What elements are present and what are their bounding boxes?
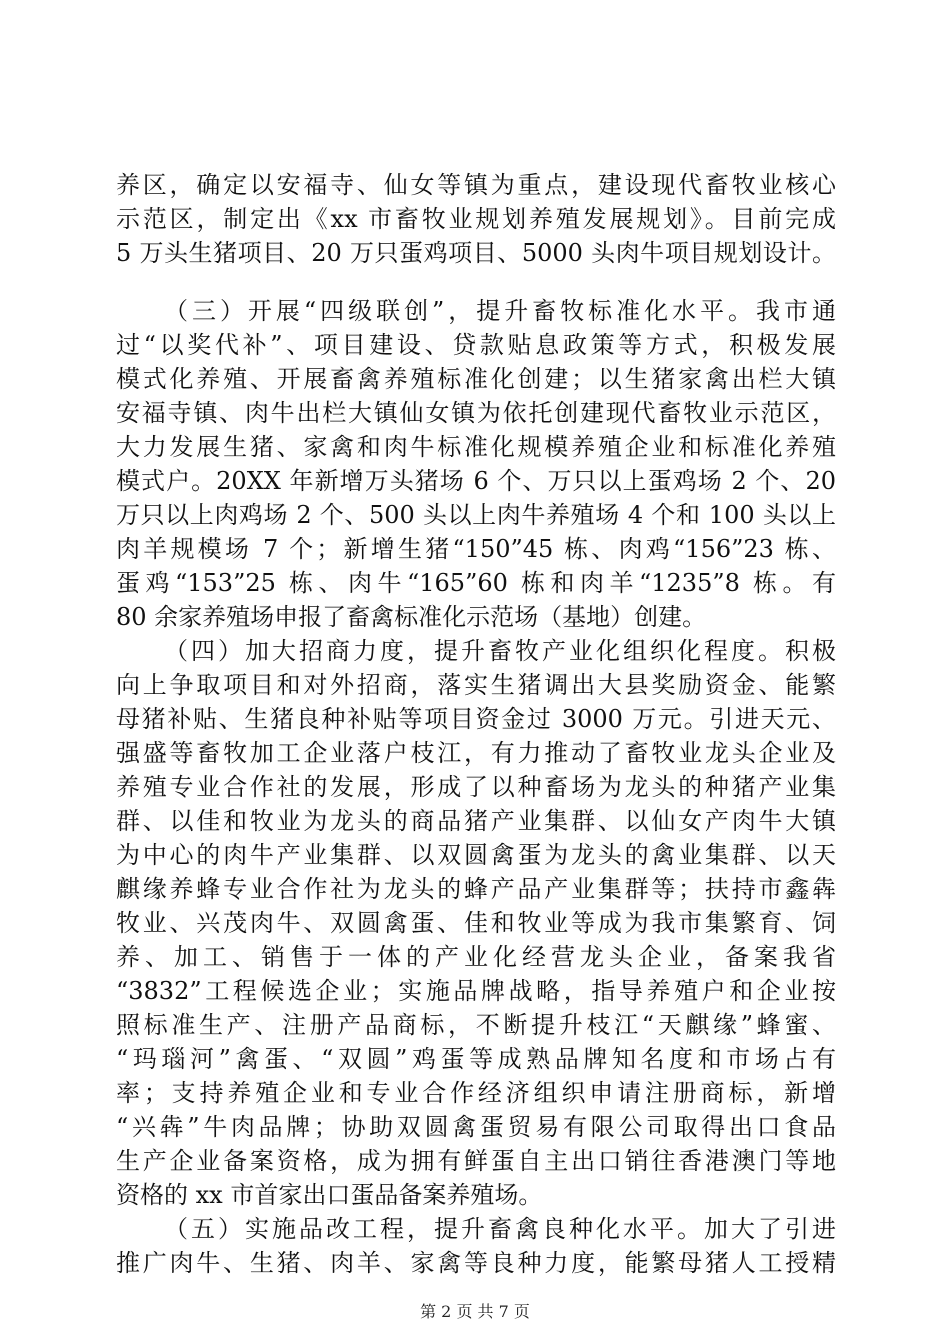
text-line: 蛋鸡“153”25 栋、肉牛“165”60 栋和肉羊“1235”8 栋。有 (116, 569, 836, 597)
text-line: 照标准生产、注册产品商标，不断提升枝江“天麒缘”蜂蜜、 (116, 1011, 836, 1039)
text-line: 大力发展生猪、家禽和肉牛标准化规模养殖企业和标准化养殖 (116, 433, 836, 461)
text-line: 推广肉牛、生猪、肉羊、家禽等良种力度，能繁母猪人工授精 (116, 1249, 836, 1277)
text-line: 养殖专业合作社的发展，形成了以种畜场为龙头的种猪产业集 (116, 773, 836, 801)
paragraph-heading-4: （四）加大招商力度，提升畜牧产业化组织化程度。积极 (164, 637, 836, 665)
text-line: 5 万头生猪项目、20 万只蛋鸡项目、5000 头肉牛项目规划设计。 (116, 239, 836, 267)
text-line: 过“以奖代补”、项目建设、贷款贴息政策等方式，积极发展 (116, 331, 836, 359)
text-line: 群、以佳和牧业为龙头的商品猪产业集群、以仙女产肉牛大镇 (116, 807, 836, 835)
text-line: “3832”工程候选企业；实施品牌战略，指导养殖户和企业按 (116, 977, 836, 1005)
paragraph-heading-3: （三）开展“四级联创”，提升畜牧标准化水平。我市通 (164, 297, 836, 325)
text-line: 养、加工、销售于一体的产业化经营龙头企业，备案我省 (116, 943, 836, 971)
text-line: 示范区，制定出《xx 市畜牧业规划养殖发展规划》。目前完成 (116, 205, 836, 233)
text-line: 80 余家养殖场申报了畜禽标准化示范场（基地）创建。 (116, 603, 707, 631)
text-line: 万只以上肉鸡场 2 个、500 头以上肉牛养殖场 4 个和 100 头以上 (116, 501, 836, 529)
text-line: 为中心的肉牛产业集群、以双圆禽蛋为龙头的禽业集群、以天 (116, 841, 836, 869)
text-line: 模式户。20XX 年新增万头猪场 6 个、万只以上蛋鸡场 2 个、20 (116, 467, 836, 495)
text-line: 麒缘养蜂专业合作社为龙头的蜂产品产业集群等；扶持市鑫犇 (116, 875, 836, 903)
text-line: “玛瑙河”禽蛋、“双圆”鸡蛋等成熟品牌知名度和市场占有 (116, 1045, 836, 1073)
text-line: 强盛等畜牧加工企业落户枝江，有力推动了畜牧业龙头企业及 (116, 739, 836, 767)
paragraph-heading-5: （五）实施品改工程，提升畜禽良种化水平。加大了引进 (164, 1215, 836, 1243)
text-line: 养区，确定以安福寺、仙女等镇为重点，建设现代畜牧业核心 (116, 171, 836, 199)
text-line: 肉羊规模场 7 个；新增生猪“150”45 栋、肉鸡“156”23 栋、 (116, 535, 836, 563)
text-line: 率；支持养殖企业和专业合作经济组织申请注册商标，新增 (116, 1079, 836, 1107)
text-line: 模式化养殖、开展畜禽养殖标准化创建；以生猪家禽出栏大镇 (116, 365, 836, 393)
text-line: 母猪补贴、生猪良种补贴等项目资金过 3000 万元。引进天元、 (116, 705, 836, 733)
text-line: 安福寺镇、肉牛出栏大镇仙女镇为依托创建现代畜牧业示范区， (116, 399, 836, 427)
text-line: 生产企业备案资格，成为拥有鲜蛋自主出口销往香港澳门等地 (116, 1147, 836, 1175)
text-line: “兴犇”牛肉品牌；协助双圆禽蛋贸易有限公司取得出口食品 (116, 1113, 836, 1141)
text-line: 向上争取项目和对外招商，落实生猪调出大县奖励资金、能繁 (116, 671, 836, 699)
text-line: 资格的 xx 市首家出口蛋品备案养殖场。 (116, 1181, 543, 1209)
text-line: 牧业、兴茂肉牛、双圆禽蛋、佳和牧业等成为我市集繁育、饲 (116, 909, 836, 937)
page-number-footer: 第 2 页 共 7 页 (420, 1302, 530, 1321)
